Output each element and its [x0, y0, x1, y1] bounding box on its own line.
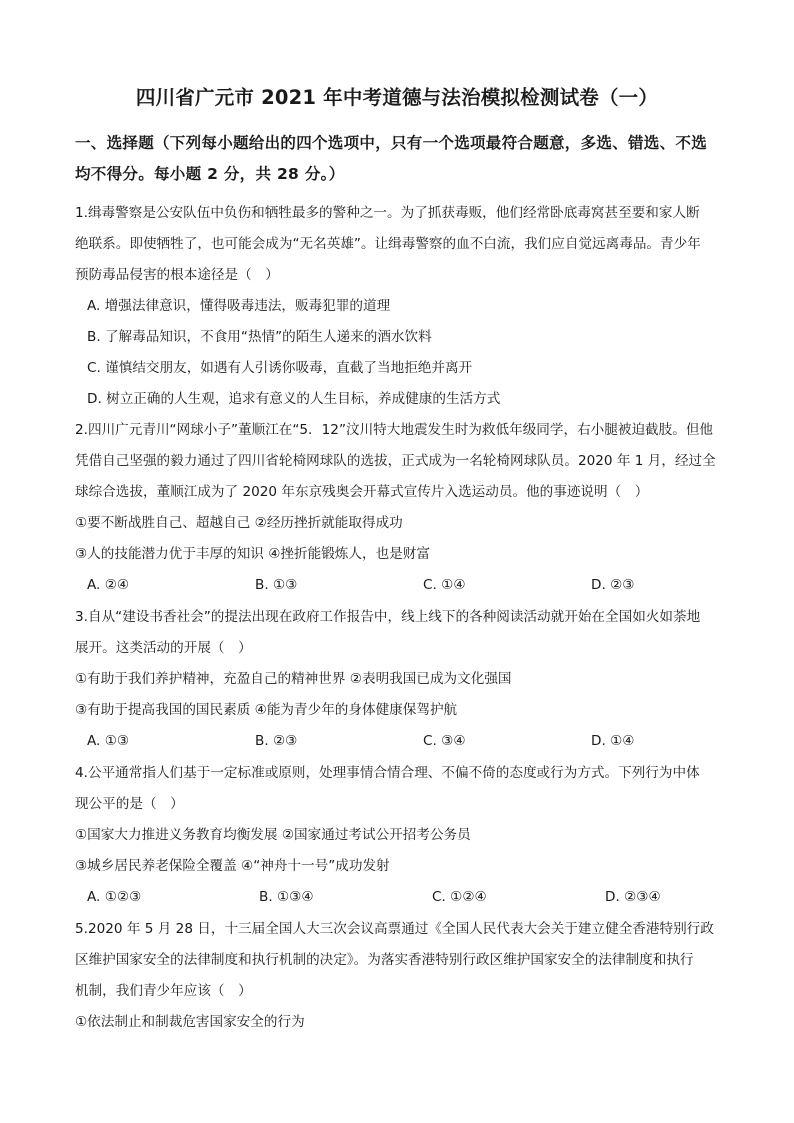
question-text-line: 5.2020 年 5 月 28 日，十三届全国人大三次会议高票通过《全国人民代表大会关于建立健全香港特别行政: [75, 921, 714, 937]
option-a: A. 增强法律意识，懂得吸毒违法，贩毒犯罪的道理: [87, 298, 391, 314]
page-title: 四川省广元市 2021 年中考道德与法治模拟检测试卷（一）: [135, 86, 659, 109]
option-b: B. 了解毒品知识，不食用“热情”的陌生人递来的酒水饮料: [87, 329, 432, 345]
question-text-line: 2.四川广元青川“网球小子”董顺江在“5．12”汶川特大地震发生时为救低年级同学，右小腿被迫截肢。但他: [75, 422, 714, 438]
option-c: C. ①④: [423, 577, 466, 593]
option-d: D. ②③④: [605, 889, 661, 905]
option-d: D. ②③: [591, 577, 635, 593]
question-text-line: 现公平的是（ ）: [75, 796, 184, 812]
statement-line: ①有助于我们养护精神，充盈自己的精神世界 ②表明我国已成为文化强国: [75, 671, 512, 687]
option-a: A. ①③: [87, 733, 130, 749]
question-text-line: 区维护国家安全的法律制度和执行机制的决定》。为落实香港特别行政区维护国家安全的法律制度和执行: [75, 952, 694, 968]
option-b: B. ①③: [255, 577, 298, 593]
option-c: C. 谨慎结交朋友，如遇有人引诱你吸毒，直截了当地拒绝并离开: [87, 360, 473, 376]
question-2: [75, 415, 725, 570]
statement-line: ①国家大力推进义务教育均衡发展 ②国家通过考试公开招考公务员: [75, 827, 471, 843]
option-b: B. ②③: [255, 733, 298, 749]
option-c: C. ①②④: [432, 889, 487, 905]
option-a: A. ①②③: [87, 889, 142, 905]
question-text-line: 绝联系。即使牺牲了，也可能会成为“无名英雄”。让缉毒警察的血不白流，我们应自觉远离毒品。青少年: [75, 236, 701, 252]
option-d: D. 树立正确的人生观，追求有意义的人生目标，养成健康的生活方式: [87, 391, 501, 407]
statement-line: ①依法制止和制裁危害国家安全的行为: [75, 1014, 305, 1030]
statement-line: ③人的技能潜力优于丰厚的知识 ④挫折能锻炼人，也是财富: [75, 546, 430, 562]
question-text-line: 1.缉毒警察是公安队伍中负伤和牺牲最多的警种之一。为了抓获毒贩，他们经常卧底毒窝甚至要和家人断: [75, 205, 700, 221]
question-text-line: 预防毒品侵害的根本途径是（ ）: [75, 267, 279, 283]
question-3: [75, 602, 725, 726]
option-b: B. ①③④: [259, 889, 314, 905]
option-a: A. ②④: [87, 577, 130, 593]
question-text-line: 4.公平通常指人们基于一定标准或原则，处理事情合情合理、不偏不倚的态度或行为方式。下列行为中体: [75, 765, 700, 781]
section-heading-line: 均不得分。每小题 2 分，共 28 分。）: [75, 165, 345, 183]
statement-line: ③城乡居民养老保险全覆盖 ④“神舟十一号”成功发射: [75, 858, 390, 874]
question-text-line: 展开。这类活动的开展（ ）: [75, 640, 252, 656]
question-5: [75, 914, 725, 1038]
section-heading-line: 一、选择题（下列每小题给出的四个选项中，只有一个选项最符合题意，多选、错选、不选: [75, 134, 708, 152]
question-text-line: 凭借自己坚强的毅力通过了四川省轮椅网球队的选拔，正式成为一名轮椅网球队员。2020 年 1 月，经过全: [75, 453, 716, 469]
statement-line: ①要不断战胜自己、超越自己 ②经历挫折就能取得成功: [75, 515, 403, 531]
option-d: D. ①④: [591, 733, 635, 749]
question-text-line: 3.自从“建设书香社会”的提法出现在政府工作报告中，线上线下的各种阅读活动就开始在全国如火如荼地: [75, 609, 701, 625]
option-c: C. ③④: [423, 733, 466, 749]
question-4: [75, 758, 725, 882]
statement-line: ③有助于提高我国的国民素质 ④能为青少年的身体健康保驾护航: [75, 702, 458, 718]
question-text-line: 球综合选拔，董顺江成为了 2020 年东京残奥会开幕式宣传片入选运动员。他的事迹说明（ ）: [75, 484, 649, 500]
section-heading: [75, 128, 725, 190]
question-1: [75, 198, 725, 415]
question-text-line: 机制，我们青少年应该（ ）: [75, 983, 252, 999]
